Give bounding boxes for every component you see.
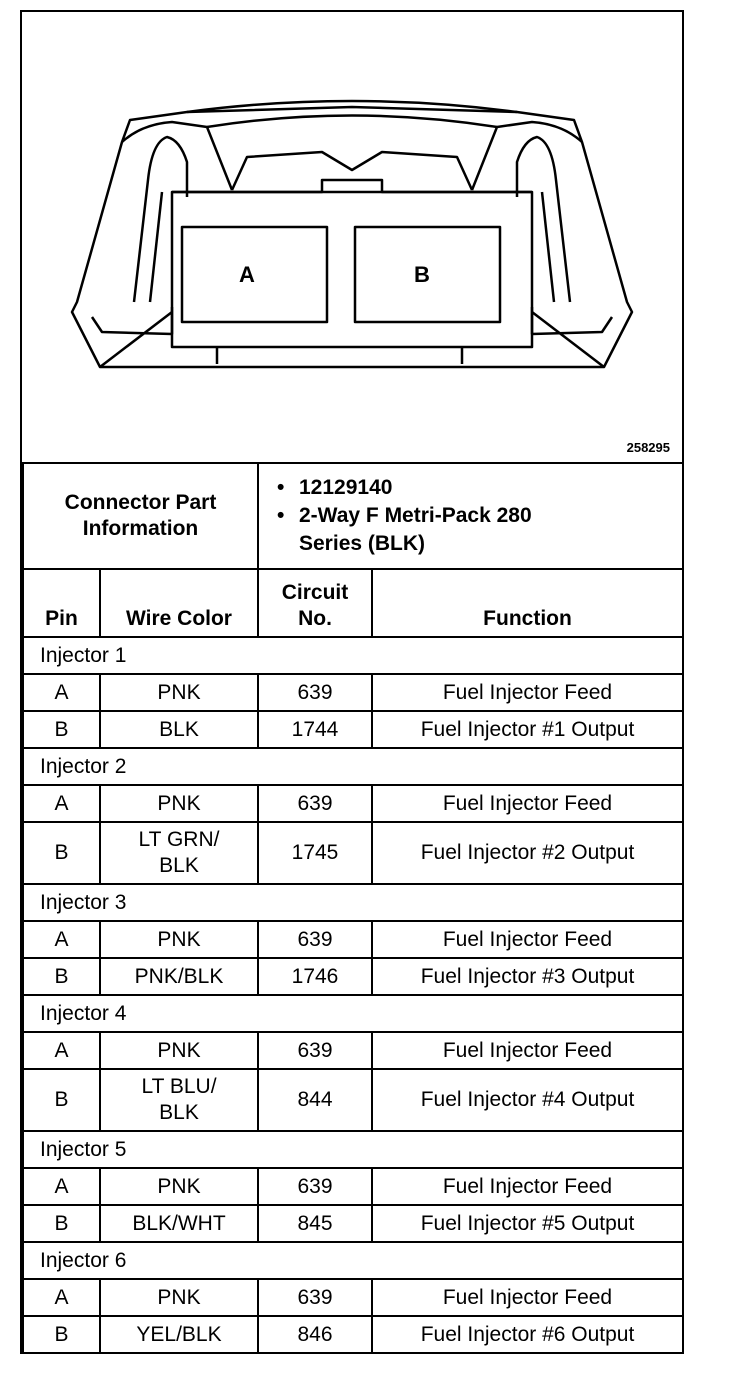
pin-cell: A <box>23 1168 100 1205</box>
pin-cell: A <box>23 921 100 958</box>
function-cell: Fuel Injector #6 Output <box>372 1316 683 1353</box>
group-name: Injector 1 <box>23 637 683 674</box>
cavity-b-label: B <box>414 262 430 287</box>
wire-color-line2: BLK <box>159 854 199 877</box>
wire-color-line2: BLK <box>159 1101 199 1124</box>
circuit-cell: 639 <box>258 1032 372 1069</box>
wire-color-line1: BLK/WHT <box>132 1211 226 1235</box>
pin-cell: B <box>23 958 100 995</box>
table-row <box>23 822 683 884</box>
wire-color-cell <box>100 822 258 884</box>
wire-color-cell <box>100 1205 258 1242</box>
wire-color-line1: LT GRN/ <box>138 828 220 851</box>
pin-cell: B <box>23 822 100 884</box>
wire-color-line1: PNK <box>157 680 201 704</box>
connector-figure <box>22 12 682 464</box>
wire-color-cell <box>100 1316 258 1353</box>
group-row <box>23 884 683 921</box>
function-cell: Fuel Injector #3 Output <box>372 958 683 995</box>
circuit-cell: 845 <box>258 1205 372 1242</box>
part-info-label-line2: Information <box>82 517 199 540</box>
connector-type-line2: Series (BLK) <box>299 532 426 555</box>
table-row <box>23 958 683 995</box>
header-function: Function <box>372 569 683 637</box>
wire-color-line1: LT BLU/ <box>141 1075 217 1098</box>
function-cell: Fuel Injector #2 Output <box>372 822 683 884</box>
wire-color-cell <box>100 958 258 995</box>
table-row <box>23 785 683 822</box>
header-wire-color: Wire Color <box>100 569 258 637</box>
circuit-cell: 639 <box>258 674 372 711</box>
header-circuit <box>258 569 372 637</box>
circuit-cell: 639 <box>258 1168 372 1205</box>
connector-type-line1: 2-Way F Metri-Pack 280 <box>299 504 532 527</box>
circuit-cell: 639 <box>258 1279 372 1316</box>
wire-color-line1: PNK/BLK <box>134 964 224 988</box>
wire-color-cell <box>100 1069 258 1131</box>
table-row <box>23 1205 683 1242</box>
header-circuit-line2: No. <box>298 607 332 630</box>
wire-color-cell <box>100 1168 258 1205</box>
wire-color-line1: PNK <box>157 791 201 815</box>
table-row <box>23 1032 683 1069</box>
wire-color-line1: PNK <box>157 927 201 951</box>
header-pin: Pin <box>23 569 100 637</box>
group-name: Injector 4 <box>23 995 683 1032</box>
header-row <box>23 569 683 637</box>
group-row <box>23 995 683 1032</box>
table-row <box>23 1168 683 1205</box>
wire-color-line1: PNK <box>157 1038 201 1062</box>
group-row <box>23 748 683 785</box>
table-row <box>23 711 683 748</box>
table-row <box>23 674 683 711</box>
header-circuit-line1: Circuit <box>281 581 349 604</box>
pin-cell: A <box>23 785 100 822</box>
wire-color-cell <box>100 1032 258 1069</box>
connector-type <box>299 502 682 558</box>
pin-cell: A <box>23 1279 100 1316</box>
connector-drawing <box>22 12 682 462</box>
connector-table <box>22 462 684 1354</box>
wire-color-line1: PNK <box>157 1285 201 1309</box>
function-cell: Fuel Injector #1 Output <box>372 711 683 748</box>
circuit-cell: 1746 <box>258 958 372 995</box>
group-name: Injector 6 <box>23 1242 683 1279</box>
circuit-cell: 639 <box>258 921 372 958</box>
circuit-cell: 844 <box>258 1069 372 1131</box>
wire-color-cell <box>100 921 258 958</box>
wire-color-cell <box>100 674 258 711</box>
part-number: • 12129140 <box>299 474 682 502</box>
table-row <box>23 1279 683 1316</box>
wire-color-line1: PNK <box>157 1174 201 1198</box>
function-cell: Fuel Injector Feed <box>372 1032 683 1069</box>
figure-id: 258295 <box>626 440 670 455</box>
wire-color-cell <box>100 711 258 748</box>
function-cell: Fuel Injector Feed <box>372 785 683 822</box>
group-name: Injector 3 <box>23 884 683 921</box>
cavity-a-label: A <box>239 262 255 287</box>
pin-cell: B <box>23 711 100 748</box>
wire-color-cell <box>100 785 258 822</box>
circuit-cell: 846 <box>258 1316 372 1353</box>
pin-cell: A <box>23 1032 100 1069</box>
part-info-row <box>23 463 683 569</box>
wire-color-cell <box>100 1279 258 1316</box>
pin-cell: B <box>23 1205 100 1242</box>
group-row <box>23 1131 683 1168</box>
pin-cell: B <box>23 1316 100 1353</box>
connector-sheet <box>20 10 684 1354</box>
table-row <box>23 921 683 958</box>
wire-color-line1: YEL/BLK <box>136 1322 222 1346</box>
function-cell: Fuel Injector #4 Output <box>372 1069 683 1131</box>
wire-color-line1: BLK <box>159 717 199 741</box>
group-row <box>23 1242 683 1279</box>
function-cell: Fuel Injector Feed <box>372 1279 683 1316</box>
function-cell: Fuel Injector Feed <box>372 1168 683 1205</box>
table-row <box>23 1316 683 1353</box>
group-name: Injector 5 <box>23 1131 683 1168</box>
part-info-label <box>23 463 258 569</box>
function-cell: Fuel Injector #5 Output <box>372 1205 683 1242</box>
circuit-cell: 1744 <box>258 711 372 748</box>
table-row <box>23 1069 683 1131</box>
part-info-value <box>258 463 683 569</box>
circuit-cell: 639 <box>258 785 372 822</box>
group-name: Injector 2 <box>23 748 683 785</box>
part-info-label-line1: Connector Part <box>64 491 217 514</box>
function-cell: Fuel Injector Feed <box>372 921 683 958</box>
group-row <box>23 637 683 674</box>
pin-cell: A <box>23 674 100 711</box>
function-cell: Fuel Injector Feed <box>372 674 683 711</box>
pin-cell: B <box>23 1069 100 1131</box>
circuit-cell: 1745 <box>258 822 372 884</box>
